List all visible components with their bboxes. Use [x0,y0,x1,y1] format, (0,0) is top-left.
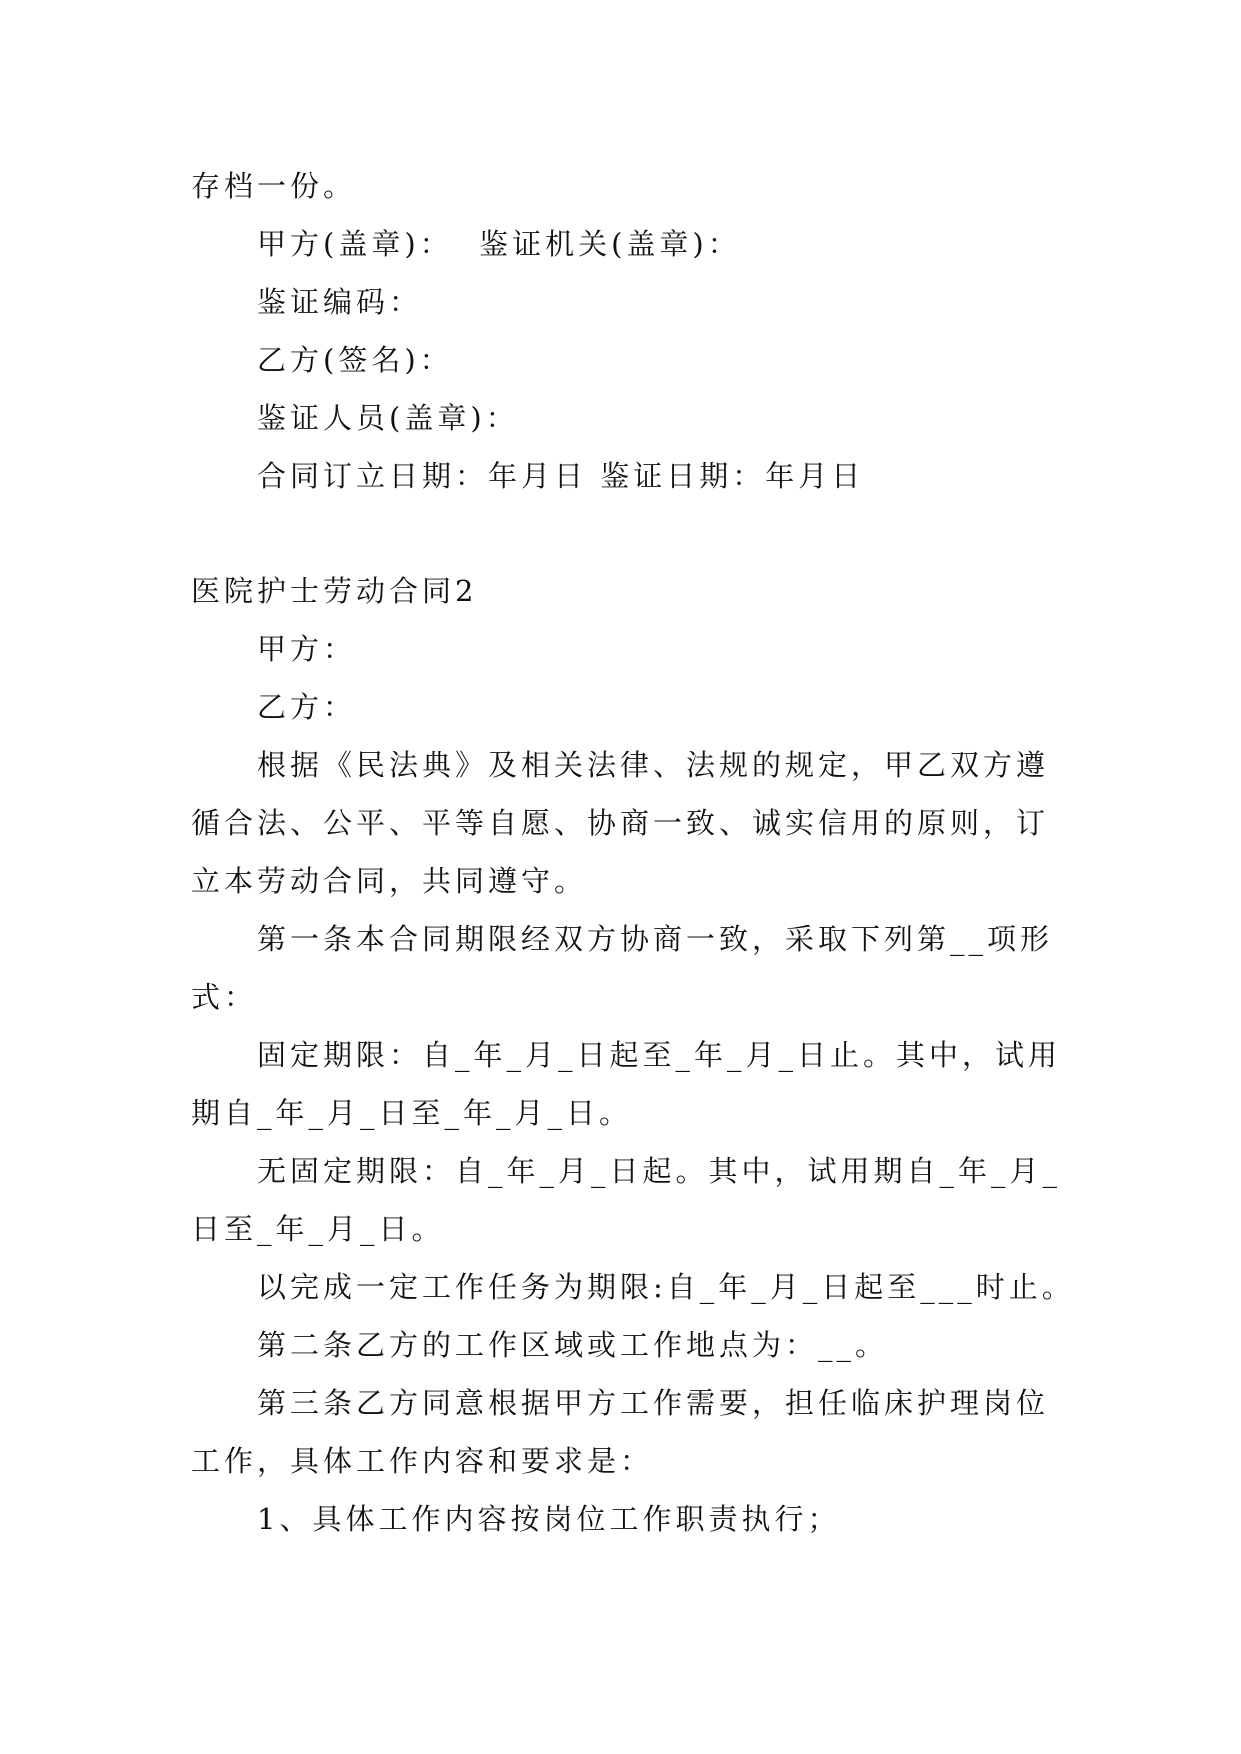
text-line: 根据《民法典》及相关法律、法规的规定，甲乙双方遵 [257,748,1050,782]
text-line: 期自_年_月_日至_年_月_日。 [191,1096,633,1130]
text-line: 乙方(签名)： [257,343,453,377]
text-line: 鉴证编码： [257,285,423,319]
text-line: 合同订立日期：年月日 鉴证日期：年月日 [257,459,865,493]
text-line: 乙方： [257,690,357,724]
text-line: 存档一份。 [191,169,357,203]
text-line: 固定期限：自_年_月_日起至_年_月_日止。其中，试用 [257,1038,1062,1072]
text-line: 第二条乙方的工作区域或工作地点为：__。 [257,1328,889,1362]
text-line: 以完成一定工作任务为期限:自_年_月_日起至___时止。 [257,1270,1075,1304]
text-line: 日至_年_月_日。 [191,1212,445,1246]
text-line: 立本劳动合同，共同遵守。 [191,864,588,898]
text-line: 鉴证人员(盖章)： [257,401,519,435]
text-line: 第三条乙方同意根据甲方工作需要，担任临床护理岗位 [257,1386,1050,1420]
text-line: 无固定期限：自_年_月_日起。其中，试用期自_年_月_ [257,1154,1062,1188]
text-line: 式： [191,980,258,1014]
text-line: 甲方(盖章)： 鉴证机关(盖章)： [257,227,741,261]
text-line: 工作，具体工作内容和要求是： [191,1444,654,1478]
text-line: 甲方： [257,632,357,666]
text-line: 循合法、公平、平等自愿、协商一致、诚实信用的原则，订 [191,806,1050,840]
section-title: 医院护士劳动合同2 [191,574,478,608]
text-line: 第一条本合同期限经双方协商一致，采取下列第__项形 [257,922,1054,956]
text-line: 1、具体工作内容按岗位工作职责执行； [257,1502,841,1536]
